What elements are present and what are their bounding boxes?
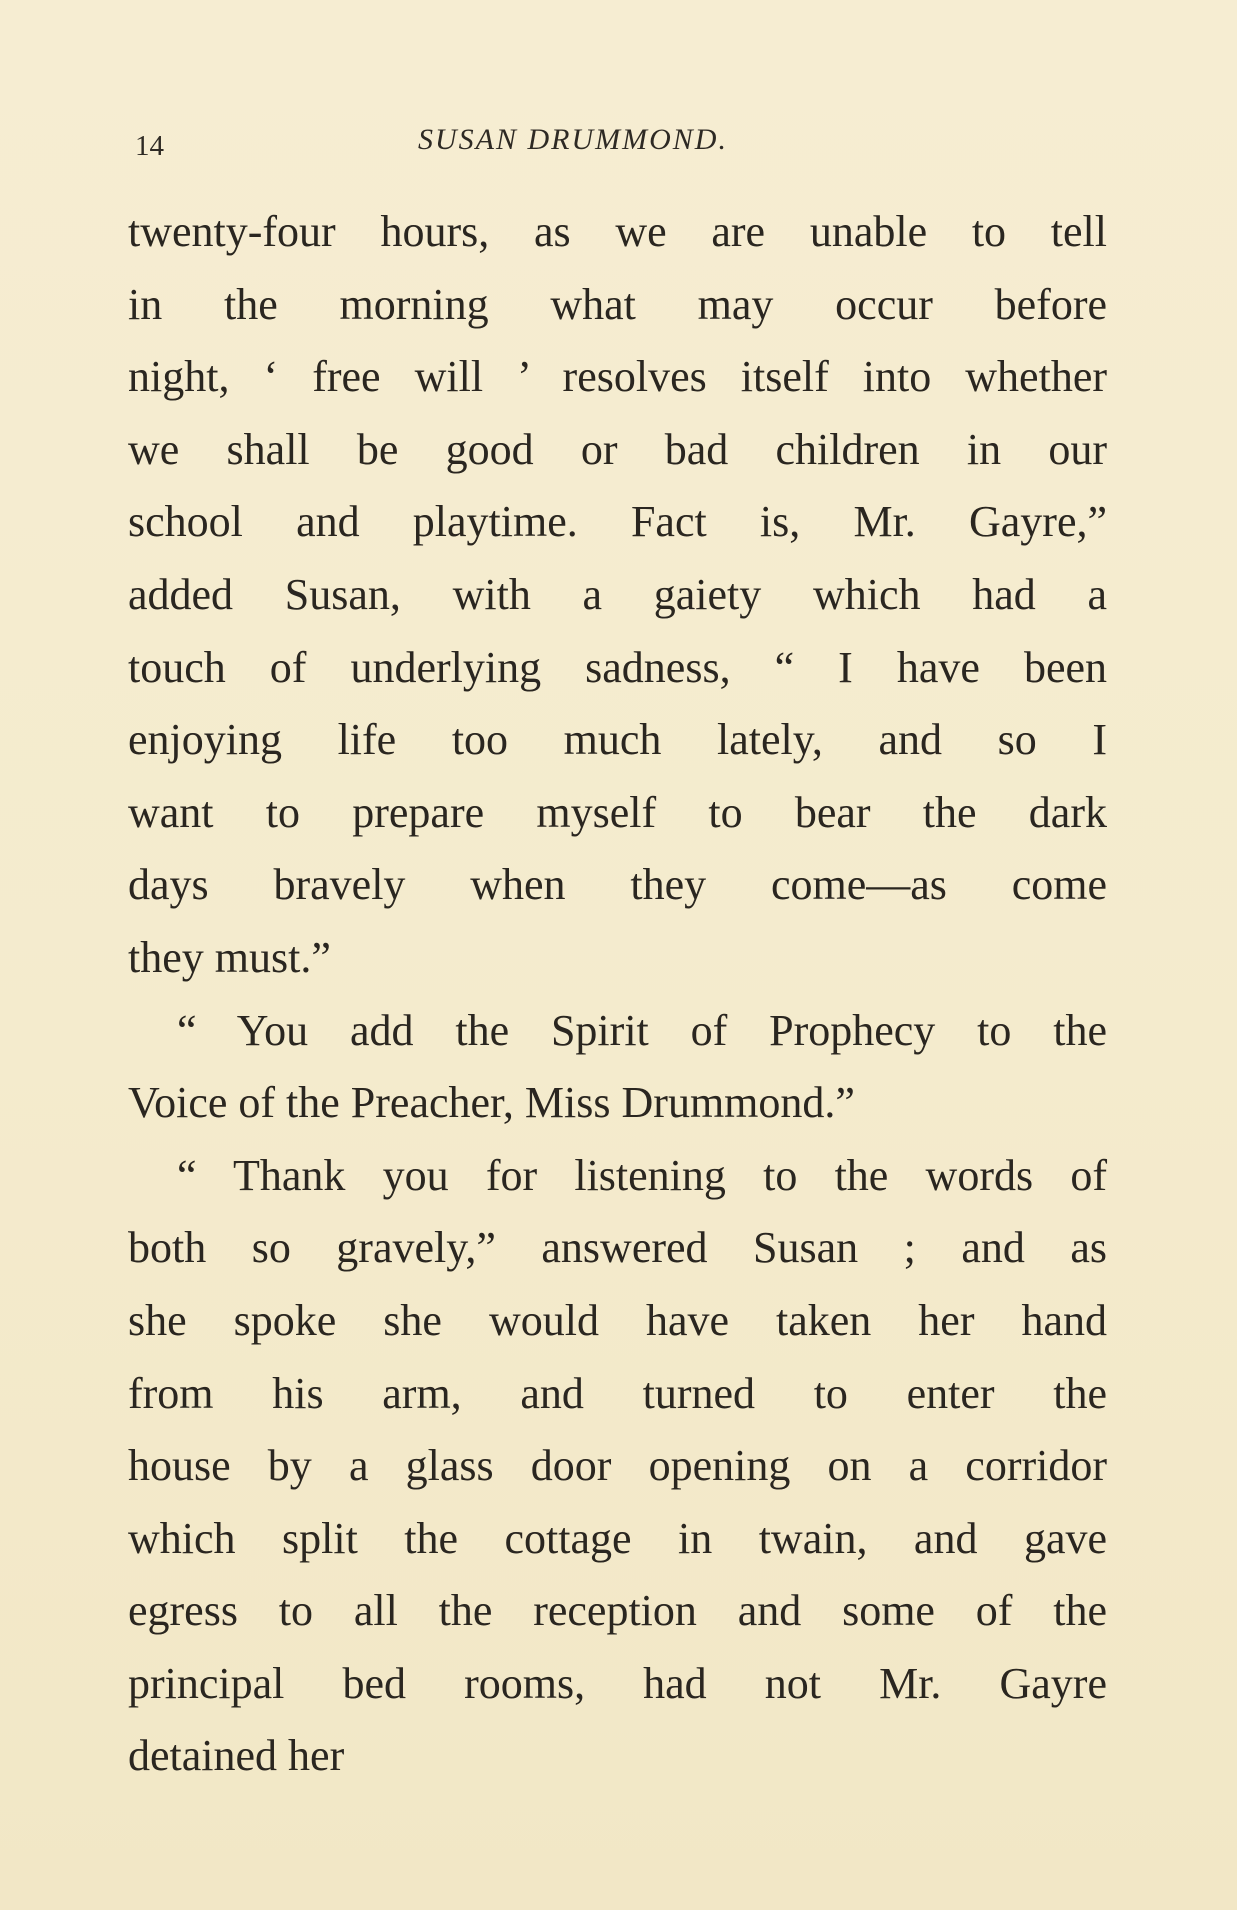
- text-line: added Susan, with a gaiety which had a: [128, 569, 1107, 619]
- running-title: SUSAN DRUMMOND.: [418, 123, 728, 156]
- text-line: days bravely when they come—as come: [128, 860, 1107, 910]
- text-line: from his arm, and turned to enter the: [128, 1368, 1107, 1418]
- text-line: school and playtime. Fact is, Mr. Gayre,”: [128, 497, 1107, 547]
- text-line: house by a glass door opening on a corridor: [128, 1441, 1107, 1491]
- text-line: “ You add the Spirit of Prophecy to the: [177, 1005, 1107, 1055]
- page-header: [0, 118, 1237, 168]
- text-line: twenty-four hours, as we are unable to tell: [128, 207, 1107, 256]
- text-line: enjoying life too much lately, and so I: [128, 715, 1107, 765]
- text-line: “ Thank you for listening to the words of: [177, 1150, 1107, 1200]
- text-line: they must.”: [128, 932, 331, 982]
- text-line: Voice of the Preacher, Miss Drummond.”: [128, 1078, 855, 1128]
- text-line: egress to all the reception and some of the: [128, 1586, 1107, 1636]
- body-text: [128, 196, 1107, 1793]
- text-line: we shall be good or bad children in our: [128, 424, 1107, 474]
- text-line: in the morning what may occur before: [128, 279, 1107, 329]
- text-line: night, ‘ free will ’ resolves itself into whether: [128, 352, 1107, 402]
- page-number: 14: [135, 130, 164, 162]
- text-line: detained her: [128, 1731, 345, 1781]
- text-line: she spoke she would have taken her hand: [128, 1295, 1107, 1345]
- text-line: want to prepare myself to bear the dark: [128, 787, 1107, 837]
- text-line: touch of underlying sadness, “ I have been: [128, 642, 1107, 692]
- text-line: both so gravely,” answered Susan ; and as: [128, 1223, 1107, 1273]
- text-line: which split the cottage in twain, and gave: [128, 1513, 1107, 1563]
- text-line: principal bed rooms, had not Mr. Gayre: [128, 1658, 1107, 1708]
